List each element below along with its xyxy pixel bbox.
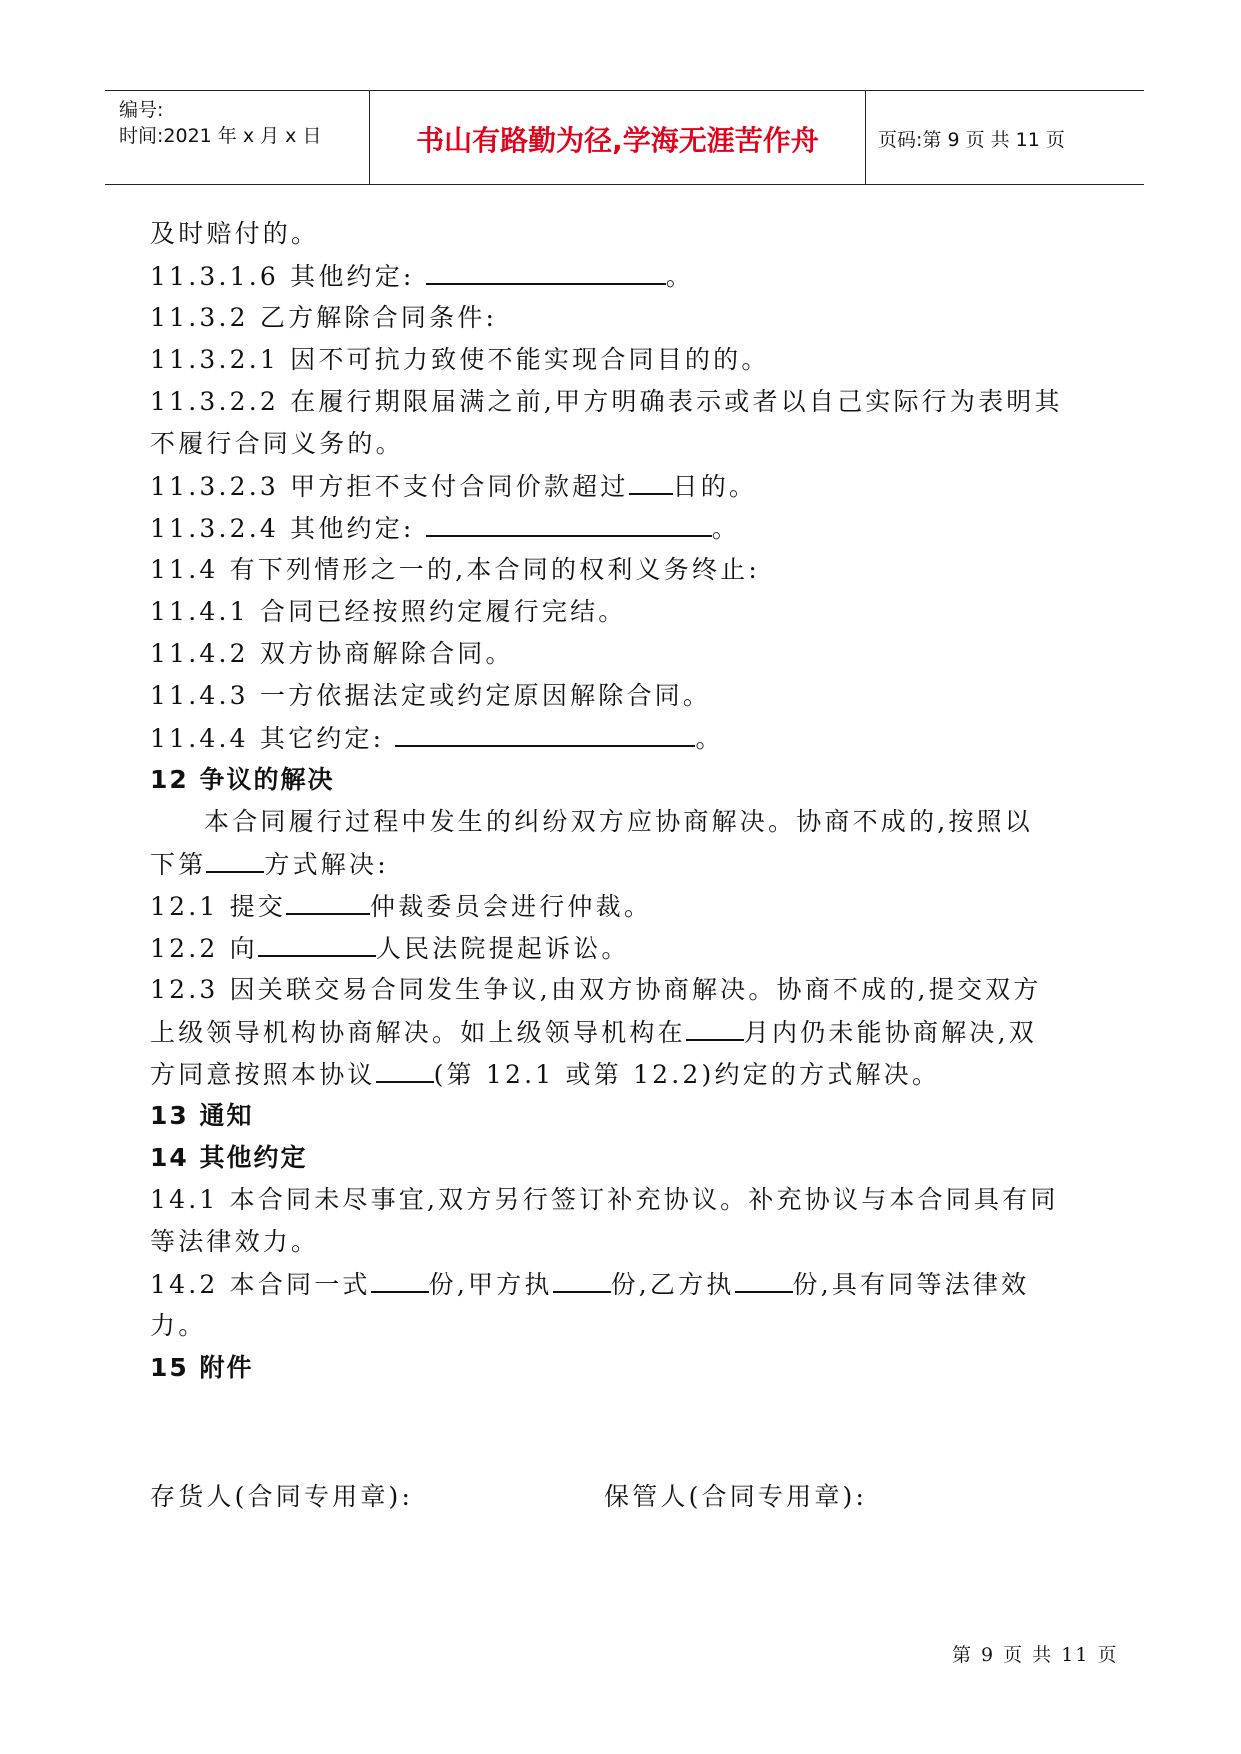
- fill-blank[interactable]: [206, 849, 264, 873]
- clause-text: (第 12.1 或第 12.2)约定的方式解决。: [433, 1060, 941, 1089]
- clause-text: 份,具有同等法律效: [792, 1270, 1030, 1299]
- signature-right-label: 保管人(合同专用章):: [604, 1482, 868, 1511]
- text-line: 11.4 有下列情形之一的,本合同的权利义务终止:: [150, 555, 760, 584]
- text-line: 11.4.2 双方协商解除合同。: [150, 639, 514, 668]
- page-footer: 第 9 页 共 11 页: [952, 1644, 1119, 1666]
- fill-blank[interactable]: [286, 891, 370, 915]
- page-header: [105, 90, 1144, 185]
- signature-left-label: 存货人(合同专用章):: [150, 1482, 414, 1511]
- clause-text: 12.1 提交: [150, 892, 287, 921]
- text-line: [150, 261, 694, 292]
- clause-text: 方同意按照本协议: [150, 1060, 376, 1089]
- clause-text: 方式解决:: [264, 850, 389, 879]
- text-line: [150, 933, 630, 964]
- text-line: [150, 891, 652, 922]
- text-line: 不履行合同义务的。: [150, 429, 404, 458]
- section-heading-12: 12 争议的解决: [150, 765, 335, 794]
- fill-blank[interactable]: [553, 1269, 611, 1293]
- fill-blank[interactable]: [371, 1269, 429, 1293]
- text-line: 14.1 本合同未尽事宜,双方另行签订补充协议。补充协议与本合同具有同: [150, 1185, 1059, 1214]
- text-line: 及时赔付的。: [150, 219, 320, 248]
- text-line: [150, 1017, 1037, 1048]
- text-line: [150, 1269, 1029, 1300]
- text-line: 12.3 因关联交易合同发生争议,由双方协商解决。协商不成的,提交双方: [150, 975, 1042, 1004]
- text-line: [150, 849, 389, 880]
- header-right-cell: [866, 91, 1144, 184]
- clause-text: 下第: [150, 850, 207, 879]
- text-line: 本合同履行过程中发生的纠纷双方应协商解决。协商不成的,按照以: [204, 807, 1033, 836]
- fill-blank[interactable]: [426, 261, 666, 285]
- clause-text: 11.3.2.4 其他约定:: [150, 514, 415, 543]
- clause-text: 仲裁委员会进行仲裁。: [370, 892, 653, 921]
- text-line: [150, 1059, 940, 1090]
- text-line: 力。: [150, 1311, 207, 1340]
- text-line: [150, 723, 724, 754]
- fill-blank[interactable]: [376, 1059, 434, 1083]
- clause-text: 。: [695, 724, 724, 753]
- clause-text: 11.3.2.3 甲方拒不支付合同价款超过: [150, 472, 629, 501]
- number-label: 编号:: [119, 99, 164, 121]
- time-label: 时间:2021 年 x 月 x 日: [119, 125, 322, 147]
- fill-blank[interactable]: [735, 1269, 793, 1293]
- clause-text: 份,甲方执: [428, 1270, 553, 1299]
- header-motto: 书山有路勤为径,学海无涯苦作舟: [416, 124, 819, 157]
- fill-blank[interactable]: [426, 513, 712, 537]
- clause-text: 日的。: [672, 472, 758, 501]
- section-heading-13: 13 通知: [150, 1101, 254, 1130]
- header-left-cell: [105, 91, 370, 184]
- clause-text: 上级领导机构协商解决。如上级领导机构在: [150, 1018, 686, 1047]
- clause-text: 人民法院提起诉讼。: [375, 934, 630, 963]
- clause-text: 14.2 本合同一式: [150, 1270, 371, 1299]
- clause-text: 。: [711, 514, 740, 543]
- fill-blank[interactable]: [686, 1017, 744, 1041]
- header-middle-cell: [370, 91, 866, 184]
- section-heading-14: 14 其他约定: [150, 1143, 308, 1172]
- section-heading-15: 15 附件: [150, 1353, 254, 1382]
- fill-blank[interactable]: [629, 471, 673, 495]
- clause-text: 12.2 向: [150, 934, 258, 963]
- text-line: 11.4.3 一方依据法定或约定原因解除合同。: [150, 681, 712, 710]
- fill-blank[interactable]: [395, 723, 695, 747]
- header-page-code: 页码:第 9 页 共 11 页: [878, 129, 1065, 151]
- text-line: 11.4.1 合同已经按照约定履行完结。: [150, 597, 627, 626]
- clause-text: 月内仍未能协商解决,双: [743, 1018, 1037, 1047]
- text-line: 等法律效力。: [150, 1227, 320, 1256]
- clause-text: 份,乙方执: [610, 1270, 735, 1299]
- clause-text: 。: [665, 262, 694, 291]
- text-line: 11.3.2 乙方解除合同条件:: [150, 303, 498, 332]
- text-line: [150, 513, 740, 544]
- fill-blank[interactable]: [258, 933, 376, 957]
- text-line: 11.3.2.2 在履行期限届满之前,甲方明确表示或者以自己实际行为表明其: [150, 387, 1063, 416]
- clause-text: 11.4.4 其它约定:: [150, 724, 385, 753]
- text-line: [150, 471, 757, 502]
- text-line: 11.3.2.1 因不可抗力致使不能实现合同目的的。: [150, 345, 770, 374]
- clause-text: 11.3.1.6 其他约定:: [150, 262, 415, 291]
